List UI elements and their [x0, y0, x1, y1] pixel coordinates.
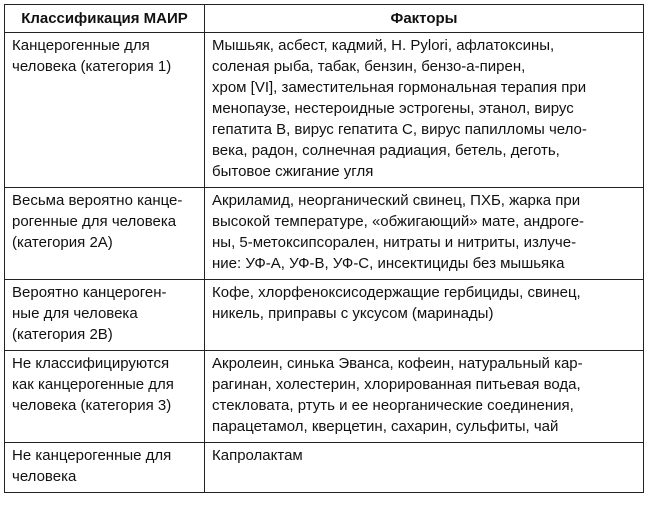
- table-row: [5, 33, 644, 188]
- classification-cell: [5, 33, 205, 188]
- classification-text: Вероятно канцероген- ные для человека (категория 2B): [12, 284, 167, 343]
- factors-text: Кофе, хлорфеноксисодержащие гербициды, свинец, никель, приправы с уксусом (маринады): [212, 284, 581, 322]
- factors-text: Акролеин, синька Эванса, кофеин, натуральный кар- рагинан, холестерин, хлорированная питьевая вода, стекловата, ртуть и ее неорганические соединения, парацетамол, кверцетин, сахарин, сульфиты, чай: [212, 355, 583, 435]
- header-factors: Факторы: [205, 5, 644, 33]
- header-classification: Классификация МАИР: [5, 5, 205, 33]
- factors-text: Мышьяк, асбест, кадмий, H. Pylori, афлатоксины, соленая рыба, табак, бензин, бензо-а-пирен, хром [VI], заместительная гормональная терапия при менопаузе, нестероидные эстрогены, этанол, вирус гепатита B, вирус гепатита C, вирус папилломы чело- века, радон, солнечная радиация, бетель, деготь, бытовое сжигание угля: [212, 37, 587, 180]
- iarc-classification-table: [4, 4, 644, 493]
- classification-text: Не канцерогенные для человека: [12, 447, 172, 485]
- header-row: [5, 5, 644, 33]
- factors-cell: [205, 351, 644, 443]
- factors-cell: [205, 33, 644, 188]
- classification-text: Не классифицируются как канцерогенные для человека (категория 3): [12, 355, 174, 414]
- factors-cell: [205, 280, 644, 351]
- factors-text: Акриламид, неорганический свинец, ПХБ, жарка при высокой температуре, «обжигающий» мате, андроге- ны, 5-метоксипсорален, нитраты и нитриты, излуче- ние: УФ-А, УФ-В, УФ-С, инсектициды без мышьяка: [212, 192, 585, 272]
- classification-text: Весьма вероятно канце- рогенные для человека (категория 2A): [12, 192, 183, 251]
- table-header: [5, 5, 644, 33]
- table-row: [5, 280, 644, 351]
- factors-cell: [205, 443, 644, 493]
- classification-cell: [5, 443, 205, 493]
- table-body: [5, 33, 644, 493]
- factors-cell: [205, 188, 644, 280]
- table-row: [5, 188, 644, 280]
- table-row: [5, 351, 644, 443]
- classification-cell: [5, 351, 205, 443]
- classification-text: Канцерогенные для человека (категория 1): [12, 37, 172, 75]
- factors-text: Капролактам: [212, 447, 303, 464]
- table-row: [5, 443, 644, 493]
- classification-cell: [5, 188, 205, 280]
- classification-cell: [5, 280, 205, 351]
